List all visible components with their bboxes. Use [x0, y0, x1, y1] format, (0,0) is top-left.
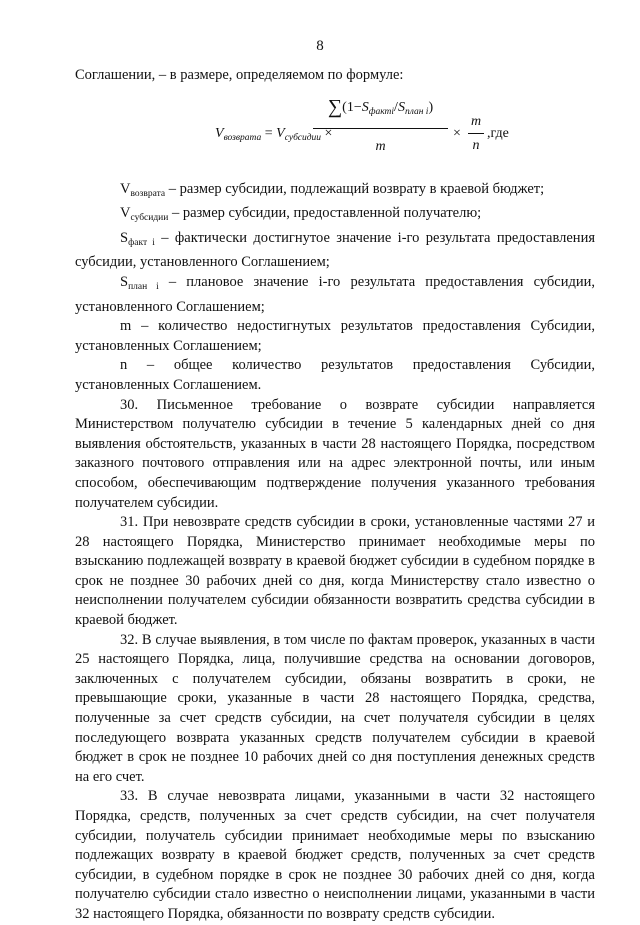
- formula-small-fraction-bar: [468, 133, 484, 134]
- definition-subscript: возврата: [130, 188, 166, 199]
- definition-text: – размер субсидии, подлежащий возврату в краевой бюджет;: [165, 180, 545, 197]
- formula-m: m: [470, 113, 482, 129]
- refund-formula: [75, 88, 595, 176]
- formula-close-paren: ): [428, 99, 434, 115]
- definition-symbol: m: [120, 318, 132, 335]
- definition-subscript: факт i: [128, 237, 155, 248]
- formula-equals: =: [264, 125, 273, 141]
- paragraph-30: 30. Письменное требование о возврате субсидии направляется Министерством получателю субсидии в течение 5 календарных дней со дня выявления обстоятельств, указанных в части 28 настоящего Порядка, посредством заказного почтового отправления или на адрес электронной почты, или иным способом, обеспечивающим подтверждение получения указанного требования получателем субсидии.: [75, 396, 595, 511]
- definition-symbol: S: [120, 273, 129, 290]
- definition-text: – фактически достигнутое значение i-го результата предоставления субсидии, установленного Соглашением;: [75, 229, 595, 271]
- definition-symbol: n: [120, 357, 128, 374]
- formula-n: n: [472, 138, 480, 154]
- formula-main-fraction: [313, 95, 448, 157]
- definition-m: [75, 317, 595, 356]
- formula-s-plan-sub: план i: [404, 106, 429, 117]
- page-number: 8: [316, 38, 324, 54]
- definition-s-plan: [75, 273, 595, 317]
- formula-denominator: m: [375, 139, 386, 155]
- paragraph-33: 33. В случае невозврата лицами, указанными в части 32 настоящего Порядка, средств, полученных за счет средств субсидии, на счет получателя субсидии, получатель субсидии принимает необходимые меры по взысканию подлежащих возврату в краевой бюджет средств, полученных за счет средств субсидии, в судебном порядке в срок не позднее 30 рабочих дней со дня, когда получателю субсидии стало известно о неисполнении лицами, указанными в части 32 настоящего Порядка, обязанности по возврату средств субсидии.: [75, 788, 595, 922]
- page-content: [75, 66, 595, 925]
- formula-v-subsidy-sub: субсидии: [284, 132, 322, 143]
- definition-subscript: субсидии: [130, 213, 169, 224]
- formula-numerator: [313, 95, 448, 129]
- intro-line: Соглашении, – в размере, определяемом по формуле:: [75, 67, 404, 83]
- definition-subscript: план i: [128, 281, 159, 292]
- definition-n: [75, 356, 595, 395]
- definition-symbol: V: [120, 180, 131, 197]
- definition-text: – плановое значение i-го результата предоставления субсидии, установленного Соглашением;: [75, 273, 595, 315]
- formula-sum-sign: ∑: [327, 95, 343, 118]
- formula-v-return-sub: возврата: [223, 132, 262, 143]
- formula-times-1: ×: [324, 125, 333, 141]
- formula-suffix: ,где: [487, 125, 509, 141]
- formula-v-return: V: [215, 125, 224, 141]
- formula-times-2: ×: [453, 125, 461, 141]
- definition-text: – размер субсидии, предоставленной получателю;: [168, 205, 482, 222]
- formula-s-fact: S: [361, 99, 369, 115]
- definition-v-return: [75, 180, 595, 205]
- definition-symbol: S: [120, 229, 129, 246]
- definition-v-subsidy: [75, 204, 595, 229]
- formula-m-over-n: [468, 112, 484, 156]
- definition-s-fact: [75, 229, 595, 273]
- formula-s-fact-sub: фактi: [368, 106, 395, 117]
- definition-symbol: V: [120, 205, 131, 222]
- definition-text: – общее количество результатов предоставления Субсидии, установленных Соглашением.: [75, 357, 595, 393]
- formula-slash: /: [394, 99, 398, 115]
- paragraph-31: 31. При невозврате средств субсидии в сроки, установленные частями 27 и 28 настоящего Порядка, Министерство принимает необходимые меры по взысканию подлежащей возврату в краевой бюджет субсидии в судебном порядке в срок не позднее 30 рабочих дней со дня, когда Министерству стало известно о неисполнении получателем субсидии обязанности возвратить средства субсидии в краевой бюджет.: [75, 514, 595, 629]
- formula-v-subsidy: V: [276, 125, 285, 141]
- paragraph-32: 32. В случае выявления, в том числе по фактам проверок, указанных в части 25 настоящего Порядка, лица, получившие средства на основании договоров, заключенных с получателем субсидии, обязаны возвратить в сроки, не превышающие сроки, указанные в части 28 настоящего Порядка, средства, полученные за счет средств субсидии, на счет получателя субсидии в целях последующего возврата указанных средств получателем субсидии в краевой бюджет в срок не позднее 10 рабочих дней со дня поступления денежных средств на его счет.: [75, 631, 595, 785]
- formula-open-paren: (1−: [342, 99, 362, 115]
- formula-s-plan: S: [397, 99, 405, 115]
- definition-text: – количество недостигнутых результатов предоставления Субсидии, установленных Соглашением;: [75, 318, 595, 354]
